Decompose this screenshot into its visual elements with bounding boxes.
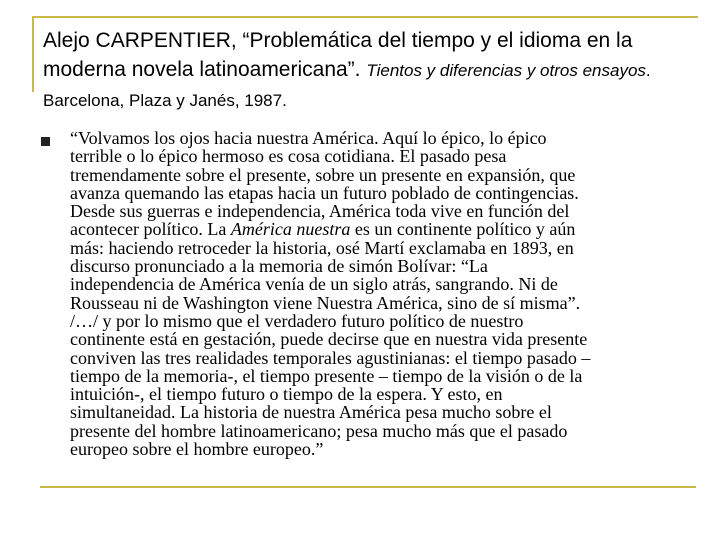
quote-line: tremendamente sobre el presente, sobre un presente en expansión, que	[70, 164, 576, 185]
quote-fragment: es un continente político y aún	[350, 219, 576, 240]
source-book-title: Tientos y diferencias y otros ensayos	[366, 61, 646, 80]
left-rule-line	[32, 16, 34, 92]
publisher-info: . Barcelona, Plaza y Janés, 1987.	[43, 61, 651, 110]
quote-line: europeo sobre el hombre europeo.”	[70, 439, 324, 460]
quote-line: Desde sus guerras e independencia, América toda vive en función del	[70, 201, 570, 222]
quote-line: “Volvamos los ojos hacia nuestra América. Aquí lo épico, lo épico	[70, 128, 547, 148]
quote-line: Rousseau ni de Washington viene Nuestra América, sino de sí misma”.	[70, 292, 581, 313]
quote-line: /…/ y por lo mismo que el verdadero futuro político de nuestro	[70, 310, 524, 331]
quote-line: presente del hombre latinoamericano; pesa mucho más que el pasado	[70, 420, 568, 441]
author-title: Alejo CARPENTIER, “Problemática del tiempo y el idioma en la moderna novela latinoamericana”.	[43, 29, 633, 81]
quote-line-mixed	[70, 220, 682, 238]
quote-line: tiempo de la memoria-, el tiempo presente – tiempo de la visión o de la	[70, 365, 583, 386]
quote-line: conviven las tres realidades temporales agustinianas: el tiempo pasado –	[70, 347, 591, 368]
citation-heading	[43, 26, 703, 115]
quote-line: intuición-, el tiempo futuro o tiempo de la espera. Y esto, en	[70, 384, 503, 405]
bullet-square-icon	[41, 137, 50, 146]
quote-line: terrible o lo épico hermoso es cosa cotidiana. El pasado pesa	[70, 146, 507, 167]
top-rule-line	[32, 16, 698, 18]
quote-line: simultaneidad. La historia de nuestra América pesa mucho sobre el	[70, 402, 552, 423]
quote-line: más: haciendo retroceder la historia, osé Martí exclamaba en 1893, en	[70, 237, 574, 258]
quote-line: discurso pronunciado a la memoria de simón Bolívar: “La	[70, 256, 488, 277]
quote-line: independencia de América venía de un siglo atrás, sangrando. Ni de	[70, 274, 558, 295]
quote-italic-fragment: América nuestra	[230, 219, 351, 240]
quote-fragment: acontecer político. La	[70, 219, 231, 240]
quote-line: avanza quemando las etapas hacia un futuro poblado de contingencias.	[70, 182, 579, 203]
quote-line: continente está en gestación, puede decirse que en nuestra vida presente	[70, 329, 588, 350]
quote-paragraph	[70, 129, 682, 458]
bottom-rule-line	[40, 486, 696, 488]
